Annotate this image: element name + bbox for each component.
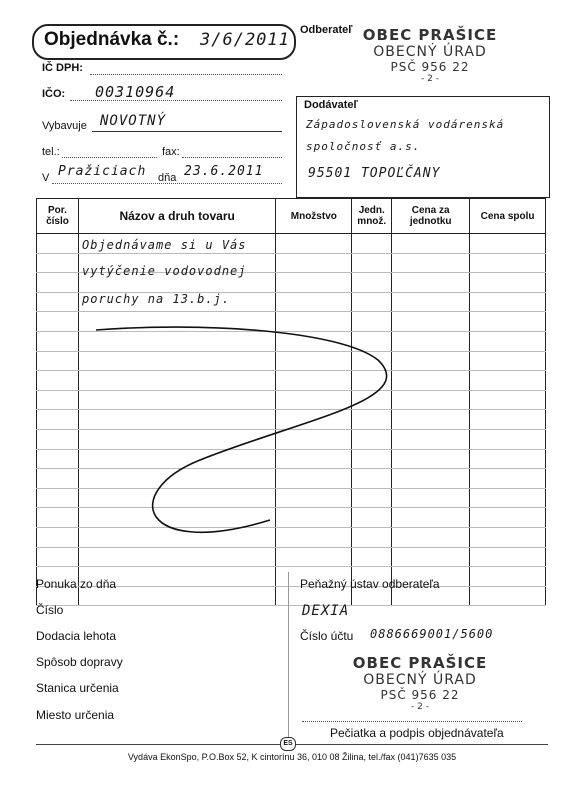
account-value: 0886669001/5600 xyxy=(370,627,494,641)
stamp-line: - 2 - xyxy=(421,74,439,84)
col-header-quantity: Množstvo xyxy=(276,199,352,234)
signature-label: Pečiatka a podpis objednávateľa xyxy=(330,726,504,740)
dna-label: dňa xyxy=(158,172,177,184)
stamp-line: OBEC PRAŠICE xyxy=(362,26,498,44)
stamp-line: PSČ 956 22 xyxy=(380,688,460,702)
bank-label: Peňažný ústav odberateľa xyxy=(300,577,440,591)
col-header-name: Názov a druh tovaru xyxy=(78,199,275,234)
destination-label: Miesto určenia xyxy=(36,708,115,722)
account-label: Číslo účtu xyxy=(300,629,354,643)
ico-label: IČO: xyxy=(42,88,66,100)
v-label: V xyxy=(42,172,50,184)
delivery-term-label: Dodacia lehota xyxy=(36,629,117,643)
supplier-line: 95501 TOPOĽČANY xyxy=(308,166,441,181)
date-value: 23.6.2011 xyxy=(184,164,264,179)
order-title-label: Objednávka č.: xyxy=(44,29,180,50)
stamp-line: OBECNÝ ÚRAD xyxy=(373,44,487,60)
customer-label: Odberateľ xyxy=(300,24,353,36)
bottom-divider xyxy=(288,572,289,742)
stamp-line: PSČ 956 22 xyxy=(390,60,470,74)
fax-label: fax: xyxy=(162,146,180,158)
item-text-line: poruchy na 13.b.j. xyxy=(82,292,231,306)
place-value: Pražiciach xyxy=(58,164,147,179)
publisher-logo-text: ES xyxy=(283,740,293,747)
transport-label: Spôsob dopravy xyxy=(36,655,123,669)
signature-line xyxy=(302,721,522,722)
footer-text: Vydáva EkonSpo, P.O.Box 52, K cintorínu 36, 010 08 Žilina, tel./fax (041)7635 035 xyxy=(127,752,457,762)
number-label: Číslo xyxy=(36,603,64,617)
bank-value: DEXIA xyxy=(302,603,350,619)
station-label: Stanica určenia xyxy=(36,681,119,695)
item-text-line: vytýčenie vodovodnej xyxy=(82,264,247,278)
supplier-line: spoločnosť a.s. xyxy=(306,140,421,153)
col-header-unit: Jedn. množ. xyxy=(352,199,392,234)
publisher-logo xyxy=(280,737,296,751)
stamp-line: OBECNÝ ÚRAD xyxy=(363,672,477,688)
col-header-unit-price: Cena za jednotku xyxy=(392,199,470,234)
col-header-total: Cena spolu xyxy=(470,199,546,234)
tel-label: tel.: xyxy=(42,146,60,158)
ico-value: 00310964 xyxy=(95,83,176,101)
ic-dph-label: IČ DPH: xyxy=(42,62,83,74)
supplier-line: Západoslovenská vodárenská xyxy=(306,118,505,131)
vybavuje-label: Vybavuje xyxy=(42,120,87,132)
col-header-number: Por. číslo xyxy=(37,199,79,234)
vybavuje-value: NOVOTNÝ xyxy=(100,113,167,129)
supplier-label: Dodávateľ xyxy=(304,99,358,111)
order-number: 3/6/2011 xyxy=(200,30,290,50)
stamp-line: - 2 - xyxy=(411,702,429,712)
signature-stamp xyxy=(340,654,500,712)
offer-date-label: Ponuka zo dňa xyxy=(36,577,117,591)
item-text-line: Objednávame si u Vás xyxy=(82,238,247,252)
stamp-line: OBEC PRAŠICE xyxy=(352,654,488,672)
